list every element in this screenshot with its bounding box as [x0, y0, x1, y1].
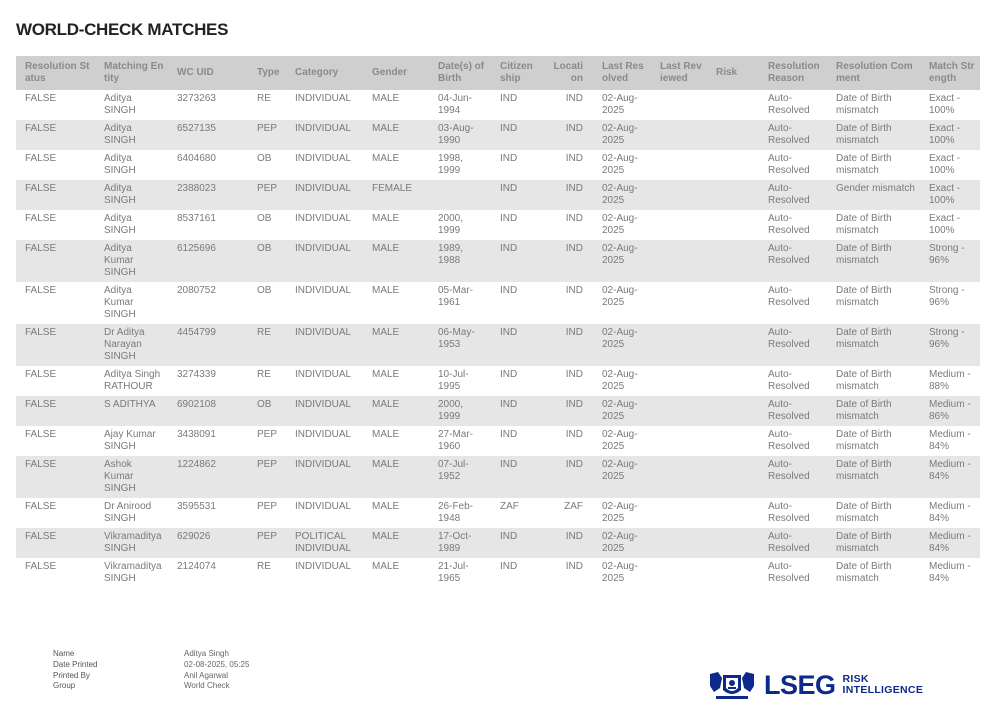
table-cell: MALE [372, 285, 400, 296]
column-header: Last Reviewed [660, 61, 702, 84]
meta-label: Date Printed [53, 659, 98, 669]
table-cell: INDIVIDUAL [295, 123, 352, 134]
table-cell: Date of Birth mismatch [836, 93, 892, 116]
table-cell: 02-Aug-2025 [602, 327, 638, 350]
table-cell: Date of Birth mismatch [836, 123, 892, 146]
table-cell: 2000, 1999 [438, 399, 464, 422]
table-cell: Auto-Resolved [768, 561, 810, 584]
column-header: Resolution Comment [836, 61, 913, 84]
table-cell: 04-Jun-1994 [438, 93, 472, 116]
print-metadata [53, 649, 249, 692]
table-cell: Strong - 96% [929, 285, 965, 308]
table-cell: Date of Birth mismatch [836, 561, 892, 584]
table-cell [707, 150, 759, 180]
table-cell: 21-Jul-1965 [438, 561, 469, 584]
table-cell: Date of Birth mismatch [836, 213, 892, 236]
table-cell: FALSE [25, 399, 57, 410]
table-cell: IND [565, 561, 583, 572]
table-cell: ZAF [500, 501, 519, 512]
table-cell: Date of Birth mismatch [836, 429, 892, 452]
table-cell: INDIVIDUAL [295, 459, 352, 470]
table-cell: IND [565, 285, 583, 296]
table-cell: INDIVIDUAL [295, 327, 352, 338]
table-cell: MALE [372, 459, 400, 470]
table-cell: IND [500, 327, 518, 338]
table-cell: RE [257, 561, 271, 572]
table-cell: RE [257, 93, 271, 104]
column-header: Location [553, 61, 583, 84]
table-cell: INDIVIDUAL [295, 285, 352, 296]
table-cell: IND [500, 243, 518, 254]
table-row [16, 150, 980, 180]
table-cell: INDIVIDUAL [295, 213, 352, 224]
table-cell [651, 90, 707, 120]
table-row [16, 528, 980, 558]
table-cell: Aditya Kumar SINGH [104, 285, 136, 320]
table-cell: FALSE [25, 501, 57, 512]
table-cell: IND [565, 213, 583, 224]
table-cell: FALSE [25, 153, 57, 164]
table-cell [651, 210, 707, 240]
table-cell: 4454799 [177, 327, 216, 338]
table-cell [651, 180, 707, 210]
table-cell: INDIVIDUAL [295, 93, 352, 104]
table-cell: 07-Jul-1952 [438, 459, 469, 482]
table-cell: 02-Aug-2025 [602, 243, 638, 266]
table-row [16, 324, 980, 366]
table-cell: OB [257, 153, 272, 164]
table-cell: 02-Aug-2025 [602, 93, 638, 116]
table-cell: IND [500, 561, 518, 572]
table-cell: 03-Aug-1990 [438, 123, 474, 146]
logo-wordmark: LSEG [764, 670, 836, 700]
table-cell: Ajay Kumar SINGH [104, 429, 156, 452]
column-header: Resolution Reason [768, 61, 820, 84]
table-row [16, 210, 980, 240]
table-cell: 02-Aug-2025 [602, 459, 638, 482]
table-cell: 3438091 [177, 429, 216, 440]
table-cell: IND [565, 429, 583, 440]
table-cell: RE [257, 369, 271, 380]
table-cell: MALE [372, 243, 400, 254]
logo-tagline-line1: RISK [842, 673, 869, 685]
table-cell [651, 456, 707, 498]
table-cell [651, 324, 707, 366]
table-cell: 02-Aug-2025 [602, 561, 638, 584]
meta-label: Name [53, 649, 75, 658]
table-cell: ZAF [564, 501, 583, 512]
table-cell: IND [565, 531, 583, 542]
table-cell: Vikramaditya SINGH [104, 561, 162, 584]
table-cell [651, 558, 707, 588]
table-cell: MALE [372, 93, 400, 104]
table-cell: MALE [372, 399, 400, 410]
table-cell [707, 180, 759, 210]
table-cell: Exact - 100% [929, 183, 961, 206]
column-header: Type [257, 67, 280, 78]
table-cell [707, 120, 759, 150]
table-cell: Medium - 84% [929, 501, 971, 524]
table-cell: Date of Birth mismatch [836, 285, 892, 308]
table-cell: Medium - 84% [929, 561, 971, 584]
table-cell: PEP [257, 123, 278, 134]
table-cell: IND [565, 153, 583, 164]
table-cell [651, 120, 707, 150]
table-cell: Auto-Resolved [768, 369, 810, 392]
table-cell: Auto-Resolved [768, 531, 810, 554]
table-cell: 02-Aug-2025 [602, 123, 638, 146]
table-cell: FALSE [25, 213, 57, 224]
table-cell: FALSE [25, 429, 57, 440]
table-cell: IND [565, 327, 583, 338]
table-cell: Medium - 84% [929, 459, 971, 482]
table-cell: Medium - 86% [929, 399, 971, 422]
table-cell: 3273263 [177, 93, 216, 104]
table-row [16, 426, 980, 456]
table-cell: IND [500, 459, 518, 470]
table-cell [707, 282, 759, 324]
table-cell [651, 282, 707, 324]
table-cell: IND [500, 369, 518, 380]
table-cell: PEP [257, 531, 278, 542]
table-cell [651, 240, 707, 282]
table-cell: RE [257, 327, 271, 338]
table-cell: 02-Aug-2025 [602, 183, 638, 206]
table-cell: IND [565, 369, 583, 380]
table-cell: MALE [372, 429, 400, 440]
table-cell: INDIVIDUAL [295, 501, 352, 512]
table-body [16, 90, 980, 588]
table-row [16, 396, 980, 426]
table-cell [429, 180, 491, 210]
table-cell: MALE [372, 123, 400, 134]
table-cell [707, 90, 759, 120]
table-cell: IND [565, 123, 583, 134]
table-cell: Auto-Resolved [768, 123, 810, 146]
table-cell: Aditya SINGH [104, 153, 136, 176]
table-cell: MALE [372, 531, 400, 542]
column-header: Date(s) of Birth [438, 61, 485, 84]
table-cell: 1224862 [177, 459, 216, 470]
table-cell: 02-Aug-2025 [602, 153, 638, 176]
table-cell: Date of Birth mismatch [836, 327, 892, 350]
table-row [16, 120, 980, 150]
table-cell: 6902108 [177, 399, 216, 410]
table-cell: 3595531 [177, 501, 216, 512]
column-header: Gender [372, 67, 408, 78]
table-cell: 2388023 [177, 183, 216, 194]
table-cell: 06-May-1953 [438, 327, 475, 350]
table-cell: 02-Aug-2025 [602, 213, 638, 236]
table-cell: 3274339 [177, 369, 216, 380]
meta-value: Aditya Singh [184, 649, 229, 658]
table-cell: IND [565, 399, 583, 410]
table-cell [707, 324, 759, 366]
table-cell: FALSE [25, 327, 57, 338]
table-cell: INDIVIDUAL [295, 243, 352, 254]
table-cell: IND [565, 459, 583, 470]
table-cell: Dr Aditya Narayan SINGH [104, 327, 145, 362]
table-cell: FALSE [25, 285, 57, 296]
table-cell: 02-Aug-2025 [602, 429, 638, 452]
table-cell: Auto-Resolved [768, 285, 810, 308]
table-cell: 1989, 1988 [438, 243, 464, 266]
table-row [16, 456, 980, 498]
table-row [16, 558, 980, 588]
table-cell: 02-Aug-2025 [602, 399, 638, 422]
column-header: Last Resolved [602, 61, 644, 84]
table-row [16, 498, 980, 528]
table-header-row [16, 56, 980, 90]
table-cell: IND [500, 123, 518, 134]
table-cell: 05-Mar-1961 [438, 285, 474, 308]
table-cell: Auto-Resolved [768, 183, 810, 206]
table-cell: OB [257, 285, 272, 296]
table-cell: MALE [372, 153, 400, 164]
table-cell: Auto-Resolved [768, 459, 810, 482]
table-cell: 8537161 [177, 213, 216, 224]
meta-value: 02-08-2025, 05:25 [184, 659, 250, 669]
table-cell: FALSE [25, 183, 57, 194]
table-cell: IND [500, 399, 518, 410]
table-cell: 02-Aug-2025 [602, 285, 638, 308]
table-cell: PEP [257, 429, 278, 440]
table-cell: 02-Aug-2025 [602, 369, 638, 392]
table-cell: OB [257, 243, 272, 254]
table-cell [651, 528, 707, 558]
table-cell: PEP [257, 183, 278, 194]
table-cell: FALSE [25, 459, 57, 470]
table-cell [707, 396, 759, 426]
table-cell [707, 240, 759, 282]
table-cell: MALE [372, 369, 400, 380]
table-cell: Dr Anirood SINGH [104, 501, 152, 524]
table-cell: MALE [372, 561, 400, 572]
column-header: Match Strength [929, 61, 975, 84]
table-cell: 1998, 1999 [438, 153, 464, 176]
table-cell: IND [500, 213, 518, 224]
table-cell: 27-Mar-1960 [438, 429, 474, 452]
table-cell [651, 150, 707, 180]
table-row [16, 366, 980, 396]
table-cell: MALE [372, 213, 400, 224]
column-header: Risk [716, 67, 738, 78]
table-cell: Date of Birth mismatch [836, 153, 892, 176]
table-cell: IND [500, 285, 518, 296]
table-cell: Exact - 100% [929, 93, 961, 116]
table-cell: Exact - 100% [929, 213, 961, 236]
table-cell: OB [257, 213, 272, 224]
table-cell: 629026 [177, 531, 211, 542]
page-title: WORLD-CHECK MATCHES [16, 20, 229, 39]
column-header: Category [295, 67, 339, 78]
table-cell: FALSE [25, 369, 57, 380]
table-cell: Auto-Resolved [768, 399, 810, 422]
table-cell: IND [500, 531, 518, 542]
table-cell: Auto-Resolved [768, 327, 810, 350]
table-cell: 2124074 [177, 561, 216, 572]
table-cell: 6527135 [177, 123, 216, 134]
table-row [16, 240, 980, 282]
table-cell: 6125696 [177, 243, 216, 254]
column-header: WC UID [177, 67, 214, 78]
table-cell: IND [500, 93, 518, 104]
table-cell: FALSE [25, 123, 57, 134]
table-cell: FALSE [25, 531, 57, 542]
table-cell: Aditya SINGH [104, 183, 136, 206]
table-cell: Medium - 84% [929, 531, 971, 554]
table-cell: INDIVIDUAL [295, 183, 352, 194]
table-cell: 02-Aug-2025 [602, 531, 638, 554]
table-cell: FALSE [25, 93, 57, 104]
table-cell: FEMALE [372, 183, 413, 194]
table-cell: 10-Jul-1995 [438, 369, 469, 392]
lseg-crest-icon [708, 668, 756, 702]
table-cell: Auto-Resolved [768, 153, 810, 176]
table-cell: Medium - 88% [929, 369, 971, 392]
table-cell: Ashok Kumar SINGH [104, 459, 136, 494]
table-cell: IND [500, 153, 518, 164]
table-cell: FALSE [25, 243, 57, 254]
table-cell [707, 456, 759, 498]
table-cell: Auto-Resolved [768, 93, 810, 116]
table-cell: POLITICAL INDIVIDUAL [295, 531, 352, 554]
table-cell: Date of Birth mismatch [836, 399, 892, 422]
meta-value: Anil Agarwal [184, 670, 229, 680]
table-cell: OB [257, 399, 272, 410]
table-cell: Date of Birth mismatch [836, 459, 892, 482]
column-header: Resolution Status [25, 61, 90, 84]
table-cell: IND [500, 429, 518, 440]
table-cell: 17-Oct-1989 [438, 531, 472, 554]
table-cell: Auto-Resolved [768, 429, 810, 452]
table-cell: S ADITHYA [104, 399, 156, 410]
table-cell: INDIVIDUAL [295, 153, 352, 164]
table-row [16, 282, 980, 324]
table-cell [707, 426, 759, 456]
table-cell: Aditya SINGH [104, 123, 136, 146]
logo-tagline-line2: INTELLIGENCE [842, 684, 924, 696]
table-cell [651, 396, 707, 426]
table-cell: PEP [257, 459, 278, 470]
table-cell: INDIVIDUAL [295, 369, 352, 380]
table-cell: INDIVIDUAL [295, 561, 352, 572]
table-cell: Gender mismatch [836, 183, 915, 194]
table-cell: Exact - 100% [929, 123, 961, 146]
table-cell: Aditya SINGH [104, 213, 136, 236]
logo-tagline [843, 674, 924, 696]
table-cell: Date of Birth mismatch [836, 531, 892, 554]
table-cell [651, 498, 707, 528]
table-row [16, 180, 980, 210]
matches-table [16, 56, 980, 588]
table-cell: Strong - 96% [929, 327, 965, 350]
lseg-logo [708, 668, 923, 702]
table-cell: MALE [372, 327, 400, 338]
table-cell: Aditya Kumar SINGH [104, 243, 136, 278]
table-cell: MALE [372, 501, 400, 512]
table-cell: Strong - 96% [929, 243, 965, 266]
table-cell: Date of Birth mismatch [836, 501, 892, 524]
table-cell: Auto-Resolved [768, 501, 810, 524]
table-cell: 6404680 [177, 153, 216, 164]
table-cell: INDIVIDUAL [295, 399, 352, 410]
table-cell: Date of Birth mismatch [836, 369, 892, 392]
table-cell [707, 210, 759, 240]
table-cell [651, 366, 707, 396]
table-cell [707, 366, 759, 396]
table-cell: INDIVIDUAL [295, 429, 352, 440]
column-header: Matching Entity [104, 61, 164, 84]
table-cell [707, 558, 759, 588]
meta-value: World Check [184, 681, 230, 691]
column-header: Citizenship [500, 61, 533, 84]
table-cell: IND [500, 183, 518, 194]
table-cell: Medium - 84% [929, 429, 971, 452]
table-cell: IND [565, 243, 583, 254]
table-cell [651, 426, 707, 456]
table-cell [707, 498, 759, 528]
table-cell: 02-Aug-2025 [602, 501, 638, 524]
meta-label: Group [53, 681, 76, 691]
table-cell: 26-Feb-1948 [438, 501, 474, 524]
table-cell: Auto-Resolved [768, 243, 810, 266]
table-cell: FALSE [25, 561, 57, 572]
table-cell: 2080752 [177, 285, 216, 296]
table-cell [707, 528, 759, 558]
table-cell: Aditya SINGH [104, 93, 136, 116]
table-cell: Auto-Resolved [768, 213, 810, 236]
table-cell: IND [565, 183, 583, 194]
table-row [16, 90, 980, 120]
table-cell: PEP [257, 501, 278, 512]
table-cell: Date of Birth mismatch [836, 243, 892, 266]
table-cell: IND [565, 93, 583, 104]
table-cell: Vikramaditya SINGH [104, 531, 162, 554]
table-cell: 2000, 1999 [438, 213, 464, 236]
table-cell: Exact - 100% [929, 153, 961, 176]
table-cell: Aditya Singh RATHOUR [104, 369, 161, 392]
meta-label: Printed By [53, 670, 90, 680]
